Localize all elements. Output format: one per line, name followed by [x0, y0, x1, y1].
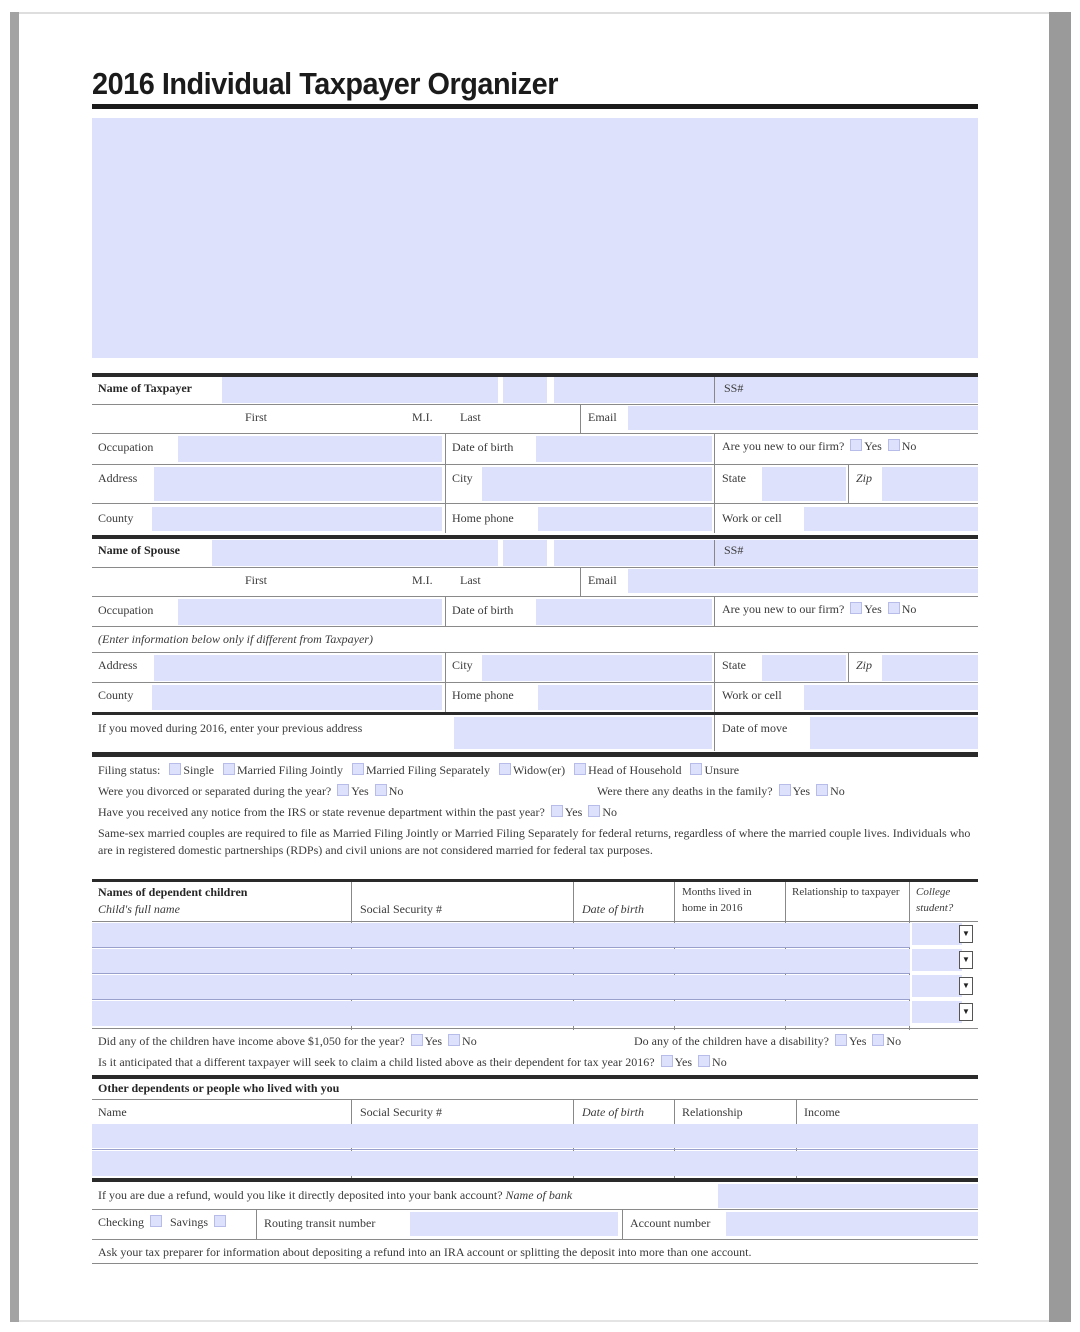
spouse-name-label: Name of Spouse	[98, 543, 181, 557]
taxpayer-county-label: County	[98, 511, 134, 525]
spouse-new-no-checkbox[interactable]	[888, 602, 900, 614]
no-label: No	[602, 805, 617, 819]
claim-yes-checkbox[interactable]	[661, 1055, 673, 1067]
refund-question: If you are due a refund, would you like it directly deposited into your bank account?	[98, 1188, 503, 1202]
yes-label: Yes	[424, 1034, 443, 1048]
spouse-new-client-row	[722, 599, 916, 619]
header-info-field[interactable]	[92, 118, 978, 358]
spouse-occupation-label: Occupation	[98, 603, 154, 617]
mi-caption: M.I.	[412, 410, 433, 424]
others-heading: Other dependents or people who lived with you	[98, 1081, 340, 1095]
row-rule	[92, 999, 910, 1000]
row-rule	[92, 433, 978, 434]
date-of-move-field[interactable]	[810, 717, 978, 749]
spouse-new-yes-checkbox[interactable]	[850, 602, 862, 614]
taxpayer-zip-field[interactable]	[882, 467, 978, 501]
divider	[256, 1209, 257, 1239]
college-select[interactable]	[912, 923, 962, 945]
filing-option-label: Married Filing Separately	[366, 763, 490, 777]
page-edge-right-scrollbar[interactable]	[1049, 12, 1071, 1322]
taxpayer-new-no-checkbox[interactable]	[888, 439, 900, 451]
row-rule	[92, 947, 910, 948]
spouse-email-label: Email	[588, 573, 617, 587]
divider	[580, 404, 581, 433]
divider	[580, 567, 581, 596]
spouse-state-field[interactable]	[762, 655, 846, 681]
row-rule	[92, 1263, 978, 1264]
row-rule	[92, 921, 978, 922]
taxpayer-mi-field[interactable]	[503, 377, 547, 403]
chevron-down-icon[interactable]: ▼	[959, 977, 973, 995]
child-income-row	[98, 1031, 477, 1051]
spouse-home-phone-field[interactable]	[538, 685, 712, 710]
routing-number-field[interactable]	[410, 1212, 618, 1236]
title-rule	[92, 104, 978, 109]
col-relationship: Relationship to taxpayer	[792, 886, 900, 898]
spouse-different-note: (Enter information below only if different from Taxpayer)	[98, 632, 373, 646]
spouse-work-phone-label: Work or cell	[722, 688, 782, 702]
irs-notice-question: Have you received any notice from the IRS or state revenue department within the past year?	[98, 805, 545, 819]
divorced-yes-checkbox[interactable]	[337, 784, 349, 796]
first-caption: First	[245, 410, 268, 424]
spouse-zip-label: Zip	[856, 658, 873, 672]
checking-checkbox[interactable]	[150, 1215, 162, 1227]
filing-unsure-checkbox[interactable]	[690, 763, 702, 775]
child-income-no-checkbox[interactable]	[448, 1034, 460, 1046]
filing-option-label: Head of Household	[588, 763, 682, 777]
notice-yes-checkbox[interactable]	[551, 805, 563, 817]
taxpayer-work-phone-label: Work or cell	[722, 511, 782, 525]
child-disability-question: Do any of the children have a disability?	[634, 1034, 829, 1048]
taxpayer-address-field[interactable]	[154, 467, 442, 501]
claim-no-checkbox[interactable]	[698, 1055, 710, 1067]
col-ssn: Social Security #	[360, 902, 442, 916]
deaths-question: Were there any deaths in the family?	[597, 784, 773, 798]
no-label: No	[712, 1055, 727, 1069]
row-rule	[92, 567, 978, 568]
taxpayer-city-field[interactable]	[482, 467, 712, 501]
spouse-county-field[interactable]	[152, 685, 442, 710]
child-income-yes-checkbox[interactable]	[411, 1034, 423, 1046]
row-rule	[92, 596, 978, 597]
no-label: No	[462, 1034, 477, 1048]
section-rule	[92, 1075, 978, 1079]
filing-joint-checkbox[interactable]	[223, 763, 235, 775]
taxpayer-state-label: State	[722, 471, 746, 485]
spouse-occupation-field[interactable]	[178, 599, 442, 625]
dependent-row[interactable]	[92, 1001, 910, 1026]
row-rule	[92, 973, 910, 974]
disability-no-checkbox[interactable]	[872, 1034, 884, 1046]
divider	[445, 596, 446, 626]
taxpayer-state-field[interactable]	[762, 467, 846, 501]
yes-label: Yes	[864, 439, 882, 453]
dependent-row[interactable]	[92, 975, 910, 999]
row-rule	[92, 404, 978, 405]
account-type-row	[98, 1212, 228, 1232]
col-relationship: Relationship	[682, 1105, 743, 1119]
spouse-work-phone-field[interactable]	[804, 685, 978, 710]
col-college: College student?	[916, 886, 954, 914]
refund-row	[98, 1185, 572, 1205]
child-disability-row	[634, 1031, 901, 1051]
spouse-ssn-field[interactable]	[752, 540, 978, 566]
chevron-down-icon[interactable]: ▼	[959, 1003, 973, 1021]
claim-row	[98, 1052, 727, 1072]
filing-option-label: Unsure	[704, 763, 740, 777]
spouse-city-field[interactable]	[482, 655, 712, 681]
row-rule	[92, 464, 978, 465]
irs-notice-row	[98, 802, 617, 822]
section-rule	[92, 879, 978, 882]
spouse-mi-field[interactable]	[503, 540, 547, 566]
yes-label: Yes	[351, 784, 369, 798]
taxpayer-home-phone-label: Home phone	[452, 511, 514, 525]
claim-question: Is it anticipated that a different taxpayer will seek to claim a child listed above as their dependent for tax year 2016?	[98, 1055, 655, 1069]
spouse-address-field[interactable]	[154, 655, 442, 681]
taxpayer-first-name-field[interactable]	[222, 377, 498, 403]
no-label: No	[901, 439, 917, 453]
divider	[714, 540, 715, 566]
deaths-no-checkbox[interactable]	[816, 784, 828, 796]
tax-organizer-form	[92, 0, 978, 1332]
section-rule	[92, 1178, 978, 1182]
no-label: No	[830, 784, 845, 798]
spouse-new-client-question: Are you new to our firm?	[722, 602, 845, 616]
spouse-dob-label: Date of birth	[452, 603, 514, 617]
spouse-email-field[interactable]	[628, 569, 978, 593]
chevron-down-icon[interactable]: ▼	[959, 925, 973, 943]
section-rule	[92, 752, 978, 757]
spouse-address-label: Address	[98, 658, 138, 672]
page-edge-left	[10, 12, 19, 1322]
previous-address-field[interactable]	[454, 717, 712, 749]
divider	[622, 1209, 623, 1239]
filing-option-label: Widow(er)	[512, 763, 566, 777]
row-rule	[92, 1149, 978, 1150]
taxpayer-new-yes-checkbox[interactable]	[850, 439, 862, 451]
filing-single-checkbox[interactable]	[169, 763, 181, 775]
college-select[interactable]	[912, 1001, 962, 1023]
dependents-heading: Names of dependent children	[98, 885, 248, 899]
divorced-row	[98, 781, 403, 801]
spouse-county-label: County	[98, 688, 134, 702]
last-caption: Last	[460, 573, 481, 587]
other-dependent-row[interactable]	[92, 1124, 978, 1148]
account-number-field[interactable]	[726, 1212, 978, 1236]
filing-hoh-checkbox[interactable]	[574, 763, 586, 775]
page-title: 2016 Individual Taxpayer Organizer	[92, 66, 558, 101]
taxpayer-county-field[interactable]	[152, 507, 442, 531]
col-ssn: Social Security #	[360, 1105, 442, 1119]
spouse-state-label: State	[722, 658, 746, 672]
taxpayer-address-label: Address	[98, 471, 138, 485]
taxpayer-zip-label: Zip	[856, 471, 873, 485]
yes-label: Yes	[564, 805, 583, 819]
taxpayer-dob-field[interactable]	[536, 436, 712, 462]
college-select[interactable]	[912, 975, 962, 997]
row-rule	[92, 652, 978, 653]
divider	[848, 652, 849, 682]
yes-label: Yes	[674, 1055, 693, 1069]
bank-name-field[interactable]	[718, 1184, 978, 1208]
notice-no-checkbox[interactable]	[588, 805, 600, 817]
col-dob: Date of birth	[582, 902, 644, 916]
section-rule	[92, 535, 978, 539]
row-rule	[92, 626, 978, 627]
taxpayer-dob-label: Date of birth	[452, 440, 514, 454]
taxpayer-home-phone-field[interactable]	[538, 507, 712, 531]
routing-label: Routing transit number	[264, 1216, 376, 1230]
col-dob: Date of birth	[582, 1105, 644, 1119]
divider	[714, 433, 715, 533]
deaths-yes-checkbox[interactable]	[779, 784, 791, 796]
row-rule	[92, 1028, 978, 1029]
taxpayer-name-label: Name of Taxpayer	[98, 381, 192, 395]
taxpayer-email-label: Email	[588, 410, 617, 424]
divider	[848, 464, 849, 503]
yes-label: Yes	[848, 1034, 867, 1048]
spouse-first-name-field[interactable]	[212, 540, 498, 566]
chevron-down-icon[interactable]: ▼	[959, 951, 973, 969]
filing-option-label: Married Filing Jointly	[237, 763, 344, 777]
divider	[714, 715, 715, 751]
taxpayer-ssn-label: SS#	[724, 381, 744, 395]
row-rule	[92, 503, 978, 504]
divorced-question: Were you divorced or separated during the year?	[98, 784, 332, 798]
last-caption: Last	[460, 410, 481, 424]
checking-label: Checking	[98, 1215, 144, 1229]
row-rule	[92, 1209, 978, 1210]
yes-label: Yes	[864, 602, 882, 616]
mi-caption: M.I.	[412, 573, 433, 587]
dependent-row[interactable]	[92, 949, 910, 973]
no-label: No	[388, 784, 404, 798]
divider	[445, 433, 446, 533]
other-dependent-row[interactable]	[92, 1151, 978, 1176]
col-income: Income	[804, 1105, 840, 1119]
taxpayer-new-client-question: Are you new to our firm?	[722, 439, 845, 453]
date-of-move-label: Date of move	[722, 721, 788, 735]
col-months-lived: Months lived in home in 2016	[682, 886, 752, 914]
dependent-row[interactable]	[92, 923, 910, 947]
filing-note: Same-sex married couples are required to file as Married Filing Jointly or Married Filing Separately for federal returns, regardless of where the married couple lives. Individuals who are in registered domestic partnerships (RDPs) and civil unions are not considered married for federal tax purposes.	[98, 826, 971, 857]
divider	[714, 377, 715, 403]
taxpayer-email-field[interactable]	[628, 406, 978, 430]
deaths-row	[597, 781, 845, 801]
spouse-dob-field[interactable]	[536, 599, 712, 625]
college-select[interactable]	[912, 949, 962, 971]
refund-note: Ask your tax preparer for information about depositing a refund into an IRA account or splitting the deposit into more than one account.	[98, 1245, 752, 1259]
no-label: No	[886, 1034, 902, 1048]
filing-option-label: Single	[183, 763, 215, 777]
child-income-question: Did any of the children have income above $1,050 for the year?	[98, 1034, 405, 1048]
taxpayer-occupation-label: Occupation	[98, 440, 154, 454]
section-rule	[92, 712, 978, 715]
filing-status-row	[98, 760, 739, 780]
spouse-zip-field[interactable]	[882, 655, 978, 681]
col-name: Name	[98, 1105, 127, 1119]
taxpayer-work-phone-field[interactable]	[804, 507, 978, 531]
row-rule	[92, 682, 978, 683]
first-caption: First	[245, 573, 268, 587]
disability-yes-checkbox[interactable]	[835, 1034, 847, 1046]
col-child-name: Child's full name	[98, 902, 180, 916]
spouse-ssn-label: SS#	[724, 543, 744, 557]
no-label: No	[901, 602, 917, 616]
yes-label: Yes	[792, 784, 811, 798]
filing-widow-checkbox[interactable]	[499, 763, 511, 775]
row-rule	[92, 1099, 978, 1100]
spouse-home-phone-label: Home phone	[452, 688, 514, 702]
moved-question: If you moved during 2016, enter your previous address	[98, 721, 363, 735]
spouse-city-label: City	[452, 658, 473, 672]
savings-checkbox[interactable]	[214, 1215, 226, 1227]
divorced-no-checkbox[interactable]	[375, 784, 387, 796]
savings-label: Savings	[170, 1215, 209, 1229]
row-rule	[92, 1239, 978, 1240]
bank-name-label: Name of bank	[505, 1188, 573, 1202]
divider	[714, 596, 715, 626]
taxpayer-ssn-field[interactable]	[752, 377, 978, 403]
taxpayer-new-client-row	[722, 436, 916, 456]
taxpayer-occupation-field[interactable]	[178, 436, 442, 462]
filing-separate-checkbox[interactable]	[352, 763, 364, 775]
account-label: Account number	[630, 1216, 711, 1230]
filing-status-label: Filing status:	[98, 763, 161, 777]
taxpayer-city-label: City	[452, 471, 473, 485]
